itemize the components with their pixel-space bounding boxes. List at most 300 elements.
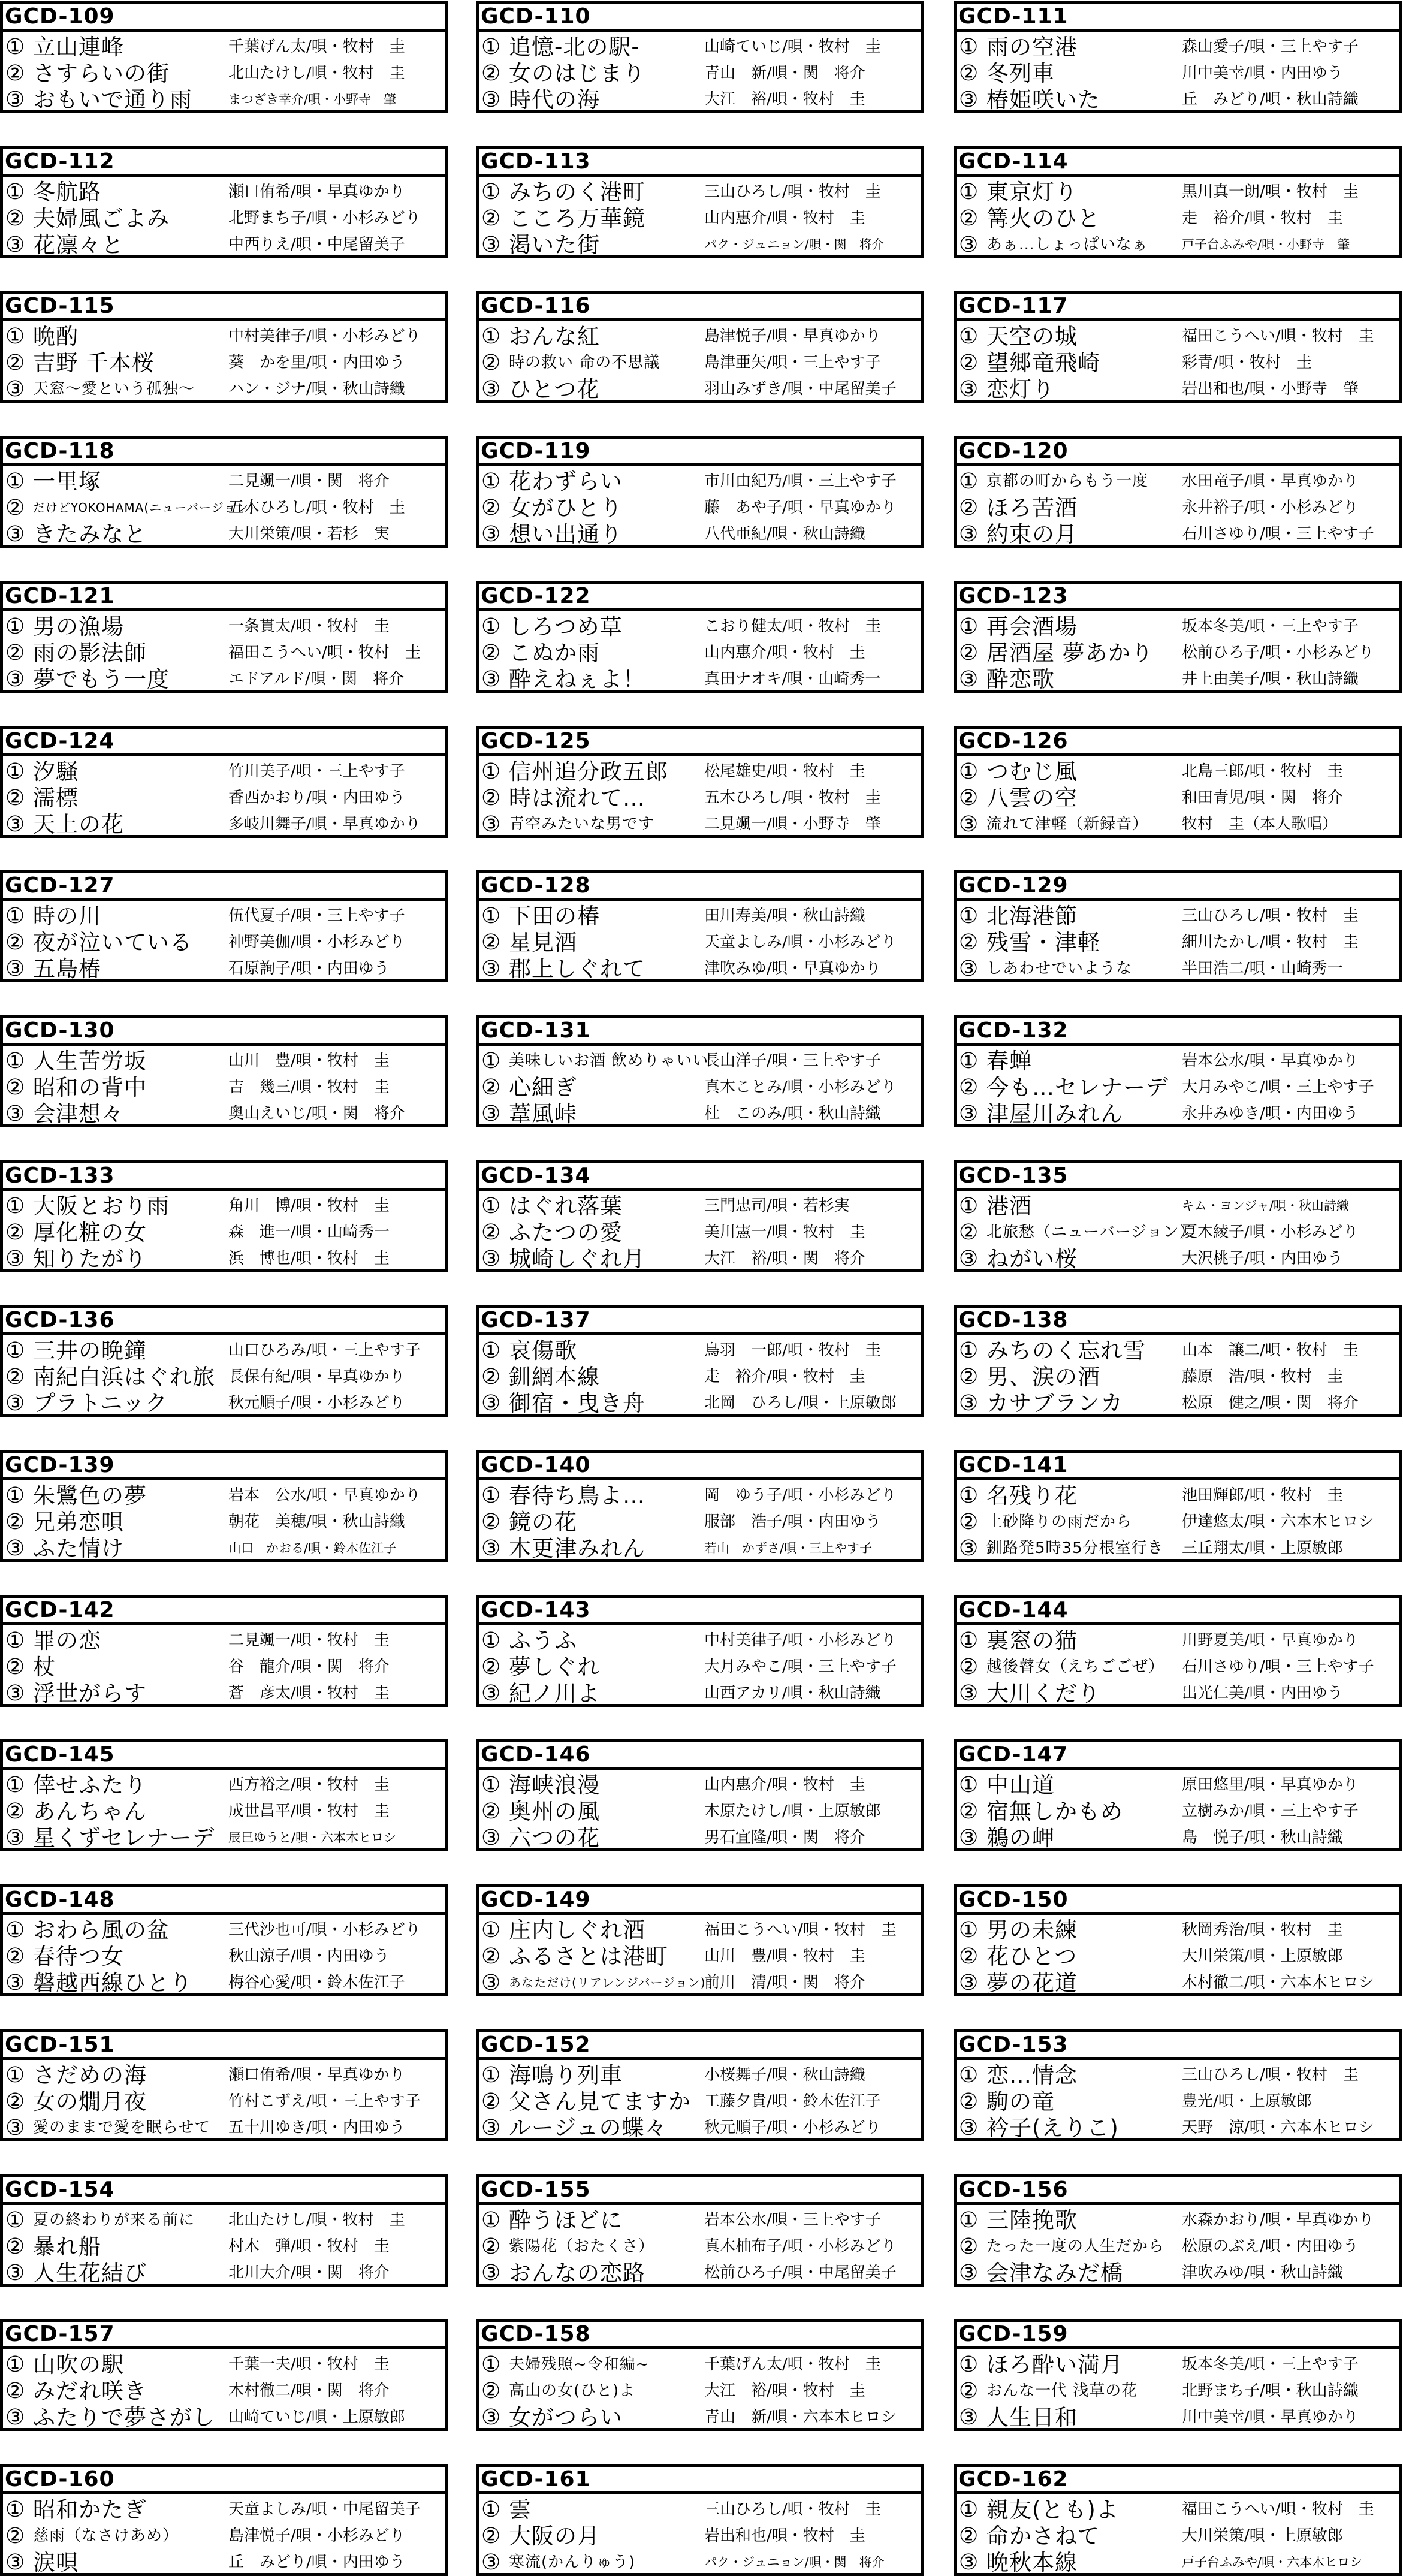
song-title: 親友(とも)よ [986,2496,1119,2523]
product-card [954,1450,1402,1562]
song-title: 時の救い 命の不思議 [509,354,660,372]
song-credit: 豊光/唄・上原敏郎 [1182,2092,1312,2110]
track-number: ③ [5,1826,25,1851]
song-title: 想い出通り [509,521,623,548]
song-row [479,1917,921,1944]
song-row [3,2062,445,2089]
song-title: 釧路発5時35分根室行き [986,1539,1164,1557]
song-credit: 丘 みどり/唄・秋山詩織 [1182,91,1359,108]
product-card [476,1160,924,1272]
song-title: みだれ咲き [33,2378,147,2405]
track-number: ② [959,1075,979,1100]
song-credit: 大川栄策/唄・若杉 実 [228,525,390,544]
track-number: ③ [481,1536,501,1561]
song-credit: 浜 博也/唄・牧村 圭 [228,1249,390,1268]
track-number: ② [5,61,25,86]
song-credit: 黒川真一朗/唄・牧村 圭 [1182,182,1359,201]
song-title: 涙唄 [33,2549,79,2575]
song-title: おんな紅 [509,324,600,350]
song-row [479,521,921,548]
song-title: 郡上しぐれて [509,956,645,982]
track-number: ③ [5,522,25,547]
song-credit: 伍代夏子/唄・三上やす子 [228,907,405,925]
track-number: ① [5,1918,25,1943]
song-credit: 若山 かずさ/唄・三上やす子 [704,1541,873,1555]
song-title: おんな一代 浅草の花 [986,2382,1138,2400]
song-credit: 村木 弾/唄・牧村 圭 [228,2237,390,2255]
song-credit: 三丘翔太/唄・上原敏郎 [1182,1539,1343,1557]
song-row [957,323,1399,350]
song-title: 葦風峠 [509,1100,577,1127]
song-credit: 北川大介/唄・関 将介 [228,2263,390,2282]
song-row [3,613,445,640]
track-number: ② [959,2234,979,2259]
song-credit: 福田こうへい/唄・牧村 圭 [228,643,421,662]
track-number: ③ [481,812,501,837]
song-credit: 西方裕之/唄・牧村 圭 [228,1776,390,1794]
product-card [476,1450,924,1562]
product-code: GCD-110 [479,4,921,32]
track-number: ② [959,640,979,665]
song-row [3,1798,445,1825]
song-row [479,1482,921,1509]
song-row [957,2378,1399,2405]
product-code: GCD-122 [479,584,921,611]
track-number: ① [481,1483,501,1508]
song-row [957,2549,1399,2576]
song-title: 春待ち鳥よ… [509,1483,645,1509]
song-credit: 朝花 美穂/唄・秋山詩織 [228,1513,405,1531]
song-row [3,2260,445,2287]
track-number: ③ [481,1391,501,1416]
song-row [3,179,445,206]
track-number: ② [959,2523,979,2548]
song-title: 女がつらい [509,2405,623,2431]
track-number: ① [5,1773,25,1798]
song-credit: 和田青児/唄・関 将介 [1182,788,1343,807]
song-title: 信州追分政五郎 [509,758,668,785]
song-row [957,955,1399,982]
song-credit: 北岡 ひろし/唄・上原敏郎 [704,1394,897,1413]
track-number: ① [481,2497,501,2522]
song-title: 港酒 [986,1193,1032,1219]
track-number: ② [959,1654,979,1679]
song-credit: 青山 新/唄・六本木ヒロシ [704,2408,897,2427]
track-number: ② [5,1365,25,1390]
song-title: 駒の竜 [986,2088,1055,2115]
product-code: GCD-157 [3,2322,445,2349]
product-card [476,1015,924,1127]
song-row [957,2351,1399,2378]
song-title: ねがい桜 [986,1245,1078,1272]
track-number: ② [959,496,979,521]
track-number: ① [959,35,979,59]
product-card [954,1595,1402,1707]
track-number: ③ [5,1971,25,1996]
song-credit: ハン・ジナ/唄・秋山詩織 [228,380,405,399]
song-credit: 三門忠司/唄・若杉実 [704,1196,850,1215]
song-row [957,2088,1399,2115]
song-credit: 大川栄策/唄・上原敏郎 [1182,2526,1343,2545]
song-title: 男の未練 [986,1917,1078,1944]
song-credit: 岩本公水/唄・三上やす子 [704,2210,881,2229]
song-credit: 天野 涼/唄・六本木ヒロシ [1182,2118,1374,2137]
track-number: ① [481,1193,501,1218]
song-credit: 永井みゆき/唄・内田ゆう [1182,1104,1359,1123]
song-credit: 山内惠介/唄・牧村 圭 [704,209,865,227]
product-code: GCD-153 [957,2032,1399,2060]
song-credit: 北山たけし/唄・牧村 圭 [228,64,405,82]
song-credit: エドアルド/唄・関 将介 [228,669,404,688]
track-number: ③ [959,1971,979,1996]
song-row [957,2496,1399,2523]
song-credit: 瀬口侑希/唄・早真ゆかり [228,2065,405,2084]
product-card [0,726,448,838]
song-credit: 二見颯一/唄・牧村 圭 [228,1631,390,1649]
track-number: ② [5,1654,25,1679]
track-number: ① [5,1628,25,1653]
song-row [479,323,921,350]
track-number: ① [959,1193,979,1218]
product-code: GCD-133 [3,1163,445,1191]
song-credit: 島津悦子/唄・早真ゆかり [704,327,881,346]
track-number: ① [959,179,979,204]
track-number: ③ [959,812,979,837]
song-row [3,929,445,956]
song-title: 鏡の花 [509,1509,577,1535]
song-row [3,1074,445,1101]
track-number: ② [5,206,25,231]
product-card [0,870,448,982]
song-title: 夜が泣いている [33,930,192,956]
song-row [3,1219,445,1246]
song-title: 晩酌 [33,324,79,350]
song-title: 海鳴り列車 [509,2062,623,2088]
song-row [479,2404,921,2431]
song-row [3,1824,445,1851]
song-title: つむじ風 [986,758,1078,785]
song-row [3,1100,445,1127]
song-row [3,1482,445,1509]
product-card [954,1160,1402,1272]
song-row [479,640,921,666]
song-title: 吉野 千本桜 [33,350,155,376]
song-row [957,1100,1399,1127]
song-row [957,1535,1399,1562]
song-credit: 八代亜紀/唄・秋山詩織 [704,525,865,544]
song-credit: 松尾雄史/唄・牧村 圭 [704,762,865,780]
song-title: 海峡浪漫 [509,1772,600,1799]
song-row [3,1337,445,1364]
song-row [957,2523,1399,2550]
song-credit: 梅谷心愛/唄・鈴木佐江子 [228,1974,405,1992]
song-row [3,521,445,548]
track-number: ① [481,35,501,59]
song-title: 美味しいお酒 飲めりゃいい [509,1051,709,1070]
track-number: ② [959,2379,979,2404]
song-title: 六つの花 [509,1825,600,1851]
track-number: ③ [481,2115,501,2140]
song-credit: 竹川美子/唄・三上やす子 [228,762,405,780]
track-number: ① [481,2062,501,2088]
song-row [479,179,921,206]
song-credit: まつざき幸介/唄・小野寺 肇 [228,92,397,107]
song-title: おもいで通り雨 [33,87,192,113]
song-credit: 岩出和也/唄・小野寺 肇 [1182,380,1359,399]
song-row [479,1337,921,1364]
song-credit: パク・ジュニョン/唄・関 将介 [704,237,885,252]
track-number: ③ [959,232,979,257]
song-title: 再会酒場 [986,613,1078,640]
song-title: あなただけ(リアレンジバージョン) [509,1975,706,1990]
song-title: あぁ…しょっぱいなぁ [986,235,1148,254]
song-credit: 二見颯一/唄・小野寺 肇 [704,815,881,833]
song-title: 夢でもう一度 [33,666,170,692]
track-number: ③ [5,1681,25,1706]
song-credit: 大月みやこ/唄・三上やす子 [1182,1078,1374,1096]
product-card [0,1739,448,1851]
song-row [479,1509,921,1536]
song-credit: 田川寿美/唄・秋山詩織 [704,907,865,925]
song-title: 天窓～愛という孤独～ [33,380,195,399]
product-code: GCD-140 [479,1453,921,1480]
song-title: しろつめ草 [509,613,623,640]
song-credit: 岩出和也/唄・牧村 圭 [704,2526,865,2545]
song-title: みちのく忘れ雪 [986,1338,1146,1364]
track-number: ③ [481,957,501,982]
product-code: GCD-158 [479,2322,921,2349]
song-row [3,785,445,812]
song-title: 寒流(かんりゅう) [509,2553,636,2571]
song-credit: 前川 清/唄・関 将介 [704,1974,865,1992]
product-code: GCD-129 [957,873,1399,901]
song-title: 酔うほどに [509,2207,623,2233]
song-row [957,811,1399,838]
track-number: ① [5,1048,25,1073]
song-title: ふた情け [33,1536,124,1561]
song-credit: 工藤夕貴/唄・鈴木佐江子 [704,2092,881,2110]
song-credit: 石川さゆり/唄・三上やす子 [1182,525,1374,544]
product-card [0,1,448,113]
track-number: ③ [481,1681,501,1706]
song-row [957,468,1399,495]
song-row [479,929,921,956]
song-credit: 戸子台ふみや/唄・六本木ヒロシ [1182,2554,1363,2569]
song-credit: 竹村こずえ/唄・三上やす子 [228,2092,421,2110]
track-number: ② [5,785,25,810]
track-number: ② [5,2089,25,2114]
song-title: 濡標 [33,785,79,811]
track-number: ① [959,1338,979,1364]
product-code: GCD-144 [957,1598,1399,1625]
song-title: 南紀白浜はぐれ旅 [33,1364,215,1390]
song-row [479,1048,921,1075]
song-row [479,2496,921,2523]
song-title: 夫婦風ごよみ [33,205,170,231]
song-title: 慈雨（なさけあめ） [33,2526,179,2545]
song-row [3,60,445,87]
product-code: GCD-120 [957,439,1399,466]
product-code: GCD-137 [479,1308,921,1335]
song-row [957,1627,1399,1654]
song-credit: 井上由美子/唄・秋山詩織 [1182,669,1359,688]
song-credit: 細川たかし/唄・牧村 圭 [1182,933,1359,952]
track-number: ③ [959,1246,979,1271]
product-card [476,291,924,403]
song-row [957,1074,1399,1101]
song-row [479,1364,921,1390]
song-title: プラトニック [33,1390,168,1417]
product-card [476,726,924,838]
song-credit: 戸子台ふみや/唄・小野寺 肇 [1182,237,1350,252]
product-card [954,870,1402,982]
product-card [476,1739,924,1851]
song-title: 晩秋本線 [986,2549,1078,2575]
track-number: ② [959,351,979,376]
song-title: ひとつ花 [509,376,600,403]
song-row [957,2233,1399,2260]
product-code: GCD-143 [479,1598,921,1625]
track-number: ② [5,930,25,955]
song-row [479,1824,921,1851]
product-card [954,1015,1402,1127]
track-number: ① [5,759,25,784]
track-number: ③ [5,2115,25,2140]
song-credit: 山内惠介/唄・牧村 圭 [704,1776,865,1794]
track-number: ② [959,1944,979,1969]
song-credit: 葵 かを里/唄・内田ゆう [228,354,405,372]
song-credit: 三山ひろし/唄・牧村 圭 [704,2500,881,2518]
song-title: たった一度の人生だから [986,2237,1165,2255]
song-row [3,1048,445,1075]
song-title: 下田の椿 [509,903,600,930]
song-row [957,1364,1399,1390]
song-credit: 走 裕介/唄・牧村 圭 [1182,209,1343,227]
product-card [0,581,448,693]
song-title: 酔えねぇよ！ [509,666,645,692]
song-row [479,1193,921,1220]
product-code: GCD-150 [957,1887,1399,1915]
track-number: ③ [5,88,25,112]
song-credit: 木村徹二/唄・六本木ヒロシ [1182,1974,1374,1992]
song-title: 青空みたいな男です [509,815,655,833]
product-card [954,1739,1402,1851]
song-credit: 半田浩二/唄・山崎秀一 [1182,960,1343,978]
song-credit: 三山ひろし/唄・牧村 圭 [1182,2065,1359,2084]
track-number: ③ [5,377,25,402]
track-number: ② [959,1220,979,1245]
product-code: GCD-145 [3,1742,445,1770]
track-number: ③ [959,1536,979,1561]
song-credit: 福田こうへい/唄・牧村 圭 [1182,2500,1374,2518]
track-number: ③ [5,232,25,257]
song-title: 春蝉 [986,1048,1032,1074]
song-title: 天上の花 [33,811,124,837]
song-credit: 川中美幸/唄・内田ゆう [1182,64,1343,82]
song-title: 夏の終わりが来る前に [33,2210,195,2229]
track-number: ② [5,1799,25,1824]
song-credit: 出光仁美/唄・内田ゆう [1182,1684,1343,1702]
song-row [3,1193,445,1220]
song-title: 会津なみだ橋 [986,2260,1123,2286]
song-credit: 山川 豊/唄・牧村 圭 [704,1947,865,1966]
song-title: 鵜の岬 [986,1825,1055,1851]
song-credit: 青山 新/唄・関 将介 [704,64,865,82]
song-title: 人生日和 [986,2405,1078,2431]
track-number: ① [959,1048,979,1073]
song-credit: 香西かおり/唄・内田ゆう [228,788,405,807]
song-row [3,1535,445,1562]
song-credit: 津吹みゆ/唄・秋山詩織 [1182,2263,1343,2282]
song-credit: キム・ヨンジャ/唄・秋山詩織 [1182,1198,1349,1213]
song-row [3,86,445,113]
song-row [3,1680,445,1707]
song-credit: 走 裕介/唄・牧村 圭 [704,1368,865,1386]
product-code: GCD-151 [3,2032,445,2060]
product-code: GCD-152 [479,2032,921,2060]
song-title: しあわせでいような [986,960,1133,978]
song-row [957,2062,1399,2089]
track-number: ② [5,1075,25,1100]
track-number: ② [481,2089,501,2114]
product-code: GCD-128 [479,873,921,901]
song-credit: 島津悦子/唄・小杉みどり [228,2526,405,2545]
song-credit: パク・ジュニョン/唄・関 将介 [704,2554,885,2569]
song-title: 追憶-北の駅- [509,34,640,60]
track-number: ① [959,2062,979,2088]
track-number: ③ [5,957,25,982]
song-credit: 長山洋子/唄・三上やす子 [704,1051,881,1070]
song-credit: 石川さゆり/唄・三上やす子 [1182,1657,1374,1676]
song-row [479,34,921,61]
product-code: GCD-138 [957,1308,1399,1335]
song-title: 紫陽花（おたくさ） [509,2237,655,2255]
song-credit: 藤 あや子/唄・早真ゆかり [704,499,897,517]
song-credit: 蒼 彦太/唄・牧村 圭 [228,1684,390,1702]
track-number: ③ [481,1971,501,1996]
product-card [954,436,1402,548]
song-title: 城崎しぐれ月 [509,1245,645,1272]
song-credit: 岡 ゆう子/唄・小杉みどり [704,1486,897,1504]
song-title: さすらいの街 [33,61,170,86]
song-title: 夢の花道 [986,1970,1078,1996]
song-credit: 五木ひろし/唄・牧村 圭 [704,788,881,807]
product-card [0,1450,448,1562]
song-credit: 北野まち子/唄・小杉みどり [228,209,421,227]
song-credit: 津吹みゆ/唄・早真ゆかり [704,960,881,978]
song-credit: 北山たけし/唄・牧村 圭 [228,2210,405,2229]
song-credit: 大川栄策/唄・上原敏郎 [1182,1947,1343,1966]
song-credit: 天童よしみ/唄・小杉みどり [704,933,897,952]
track-number: ② [481,1365,501,1390]
track-number: ① [481,759,501,784]
song-credit: 山西アカリ/唄・秋山詩織 [704,1684,881,1702]
track-number: ③ [959,1391,979,1416]
song-credit: 市川由紀乃/唄・三上やす子 [704,472,897,491]
song-title: 兄弟恋唄 [33,1509,124,1535]
track-number: ③ [5,1391,25,1416]
song-row [957,613,1399,640]
song-row [3,376,445,403]
song-credit: 松前ひろ子/唄・中尾留美子 [704,2263,897,2282]
track-number: ③ [959,522,979,547]
song-title: 浮世がらす [33,1680,147,1706]
song-title: 時の川 [33,903,101,930]
song-row [957,349,1399,376]
track-number: ① [481,324,501,349]
song-row [3,666,445,693]
song-row [957,205,1399,232]
